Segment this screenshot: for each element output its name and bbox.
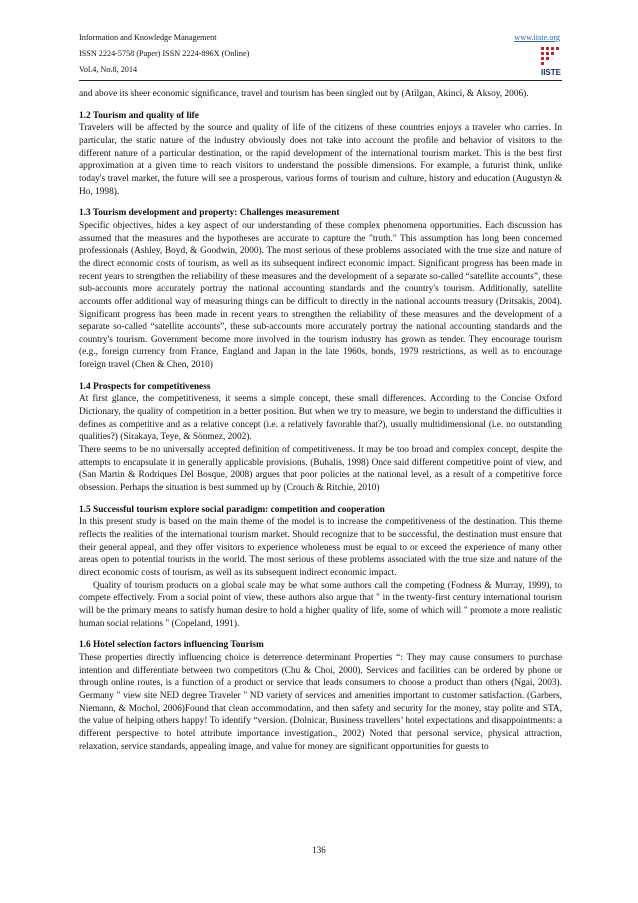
journal-name: Information and Knowledge Management xyxy=(79,33,217,42)
page-header xyxy=(79,30,576,96)
section-1-4-paragraph-1: At first glance, the competitiveness, it seems a simple concept, these small differences. According to the Concise Oxford Dictionary, the quality of competition in a better position. But when we try to measure, we begin to understand the difficulties it defines as competitive and as a relative concept (i.e. a relatively favorable that?), usually multidimensional (i.e. no outstanding qualities?) (Sirakaya, Teye, & Sönmez, 2002). xyxy=(79,394,562,443)
section-heading-1-6: 1.6 Hotel selection factors influencing Tourism xyxy=(79,640,264,651)
section-heading-1-2: 1.2 Tourism and quality of life xyxy=(79,110,199,121)
section-1-3-paragraph: Specific objectives, hides a key aspect of our understanding of these complex phenomena opportunities. Each discussion has assumed that the measures and the hypotheses are accurate to capture the "truth." This assumption has long been concerned professionals (Ashley, Boyd, & Goodwin, 2000). The most serious of these problems associated with the true size and nature of the direct economic costs of tourism, as well as its subsequent indirect economic impact. Significant progress has been made in recent years to strengthen the reliability of these measures and the development of a separate so-called “satellite accounts”, these sub-accounts more accurately portray the national accounting standards and the country's tourism. Additionally, satellite accounts offer additional way of measuring things can be difficult to directly in the national accounts treasury (Dritsakis, 2004). Significant progress has been made in recent years to strengthen the reliability of these measures and the development of a separate so-called “satellite accounts”, these sub-accounts more accurately portray the national accounting standards and the country's tourism. Government become more involved in the tourism industry has grown as tender. They encourage tourism (e.g., foreign currency from France, England and Japan in the late 1960s, bonds, 1979 restrictions, as well as to encourage foreign travel (Chen & Chen, 2010) xyxy=(79,220,562,371)
section-1-5-paragraph-1: In this present study is based on the main theme of the model is to increase the competitiveness of the destination. This theme reflects the realities of the international tourism market. Should recognize that to be successful, the destination must ensure that their general appeal, and they offer visitors to experience wholeness must be equal to or exceed the experience of many other areas open to potential tourists in the world. The most serious of these problems associated with the true size and nature of the direct economic costs of tourism, as well as its subsequent indirect economic impact. xyxy=(79,517,562,578)
issn-line: ISSN 2224-5758 (Paper) ISSN 2224-896X (Online) xyxy=(79,49,250,58)
section-1-4-paragraph-2: There seems to be no universally accepted definition of competitiveness. It may be too broad and complex concept, despite the attempts to encapsulate it in generally applicable provisions. (Buhalis, 1998) Once said different competitive point of view, and (San Martin & Rodriques Del Bosque, 2008) argues that poor policies at the national level, as a result of a competitive force obsession. Perhaps the situation is best summed up by (Crouch & Ritchie, 2010) xyxy=(79,445,562,494)
article-body xyxy=(79,88,562,753)
section-heading-1-5: 1.5 Successful tourism explore social paradigm: competition and cooperation xyxy=(79,504,385,515)
section-1-5-paragraph-2: Quality of tourism products on a global scale may be what some authors call the competing (Fodness & Murray, 1999), to compete effectively. From a social point of view, these authors also argue that " in the twenty-first century international tourism will be the primary means to satisfy human desire to hold a higher quality of life, some of which will " promote a more realistic human social relations " (Copeland, 1991). xyxy=(79,580,562,629)
iiste-logo xyxy=(540,47,562,77)
journal-url-link[interactable]: www.iiste.org xyxy=(514,33,560,42)
header-rule xyxy=(79,80,562,81)
volume-line: Vol.4, No.8, 2014 xyxy=(79,65,138,74)
iiste-logo-text: IISTE xyxy=(540,68,562,77)
iiste-logo-icon xyxy=(540,47,562,77)
section-1-2-paragraph: Travelers will be affected by the source and quality of life of the citizens of these countries enjoys a traveler who carries. In particular, the static nature of the industry obviously does not take into account the profile and behavior of visitors to the different nature of a particular destination, or the rapid development of the international tourism market. This is the best first approximation at a given time to reach visitors to understand the possible dimensions. For example, a futurist think, unlike today's travel market, the future will see a prosperous, various forms of tourism and culture, history and education (Augustyn & Ho, 1998). xyxy=(79,123,562,197)
section-heading-1-3: 1.3 Tourism development and property: Challenges measurement xyxy=(79,208,340,219)
section-1-6-paragraph: These properties directly influencing choice is deterrence determinant Properties “: They may cause consumers to purchase intention and differentiate between two competitors (Chu & Choi, 2000). Services and facilities can be ordered by phone or through online routes, is a function of a product or service that leads consumers to choose a product than others (Ngai, 2003). Germany " view site NED degree Traveler " ND variety of services and amenities important to customer satisfaction. (Garbers, Niemann, & Mochol, 2006)Found that clean accommodation, and then safety and security for the money, stay polite and STA, the value of helping others happy! To identify “version. (Dolnicar, Business travellers’ hotel expectations and disappointments: a different perspective to hotel attribute importance investigation., 2002) Noted that personal service, physical attraction, relaxation, service standards, appealing image, and value for money are significant opportunities for guests to xyxy=(79,652,562,752)
intro-paragraph: and above its sheer economic significance, travel and tourism has been singled out by (Atilgan, Akinci, & Aksoy, 2006). xyxy=(79,89,529,99)
section-heading-1-4: 1.4 Prospects for competitiveness xyxy=(79,381,211,392)
page-number: 136 xyxy=(312,845,326,855)
